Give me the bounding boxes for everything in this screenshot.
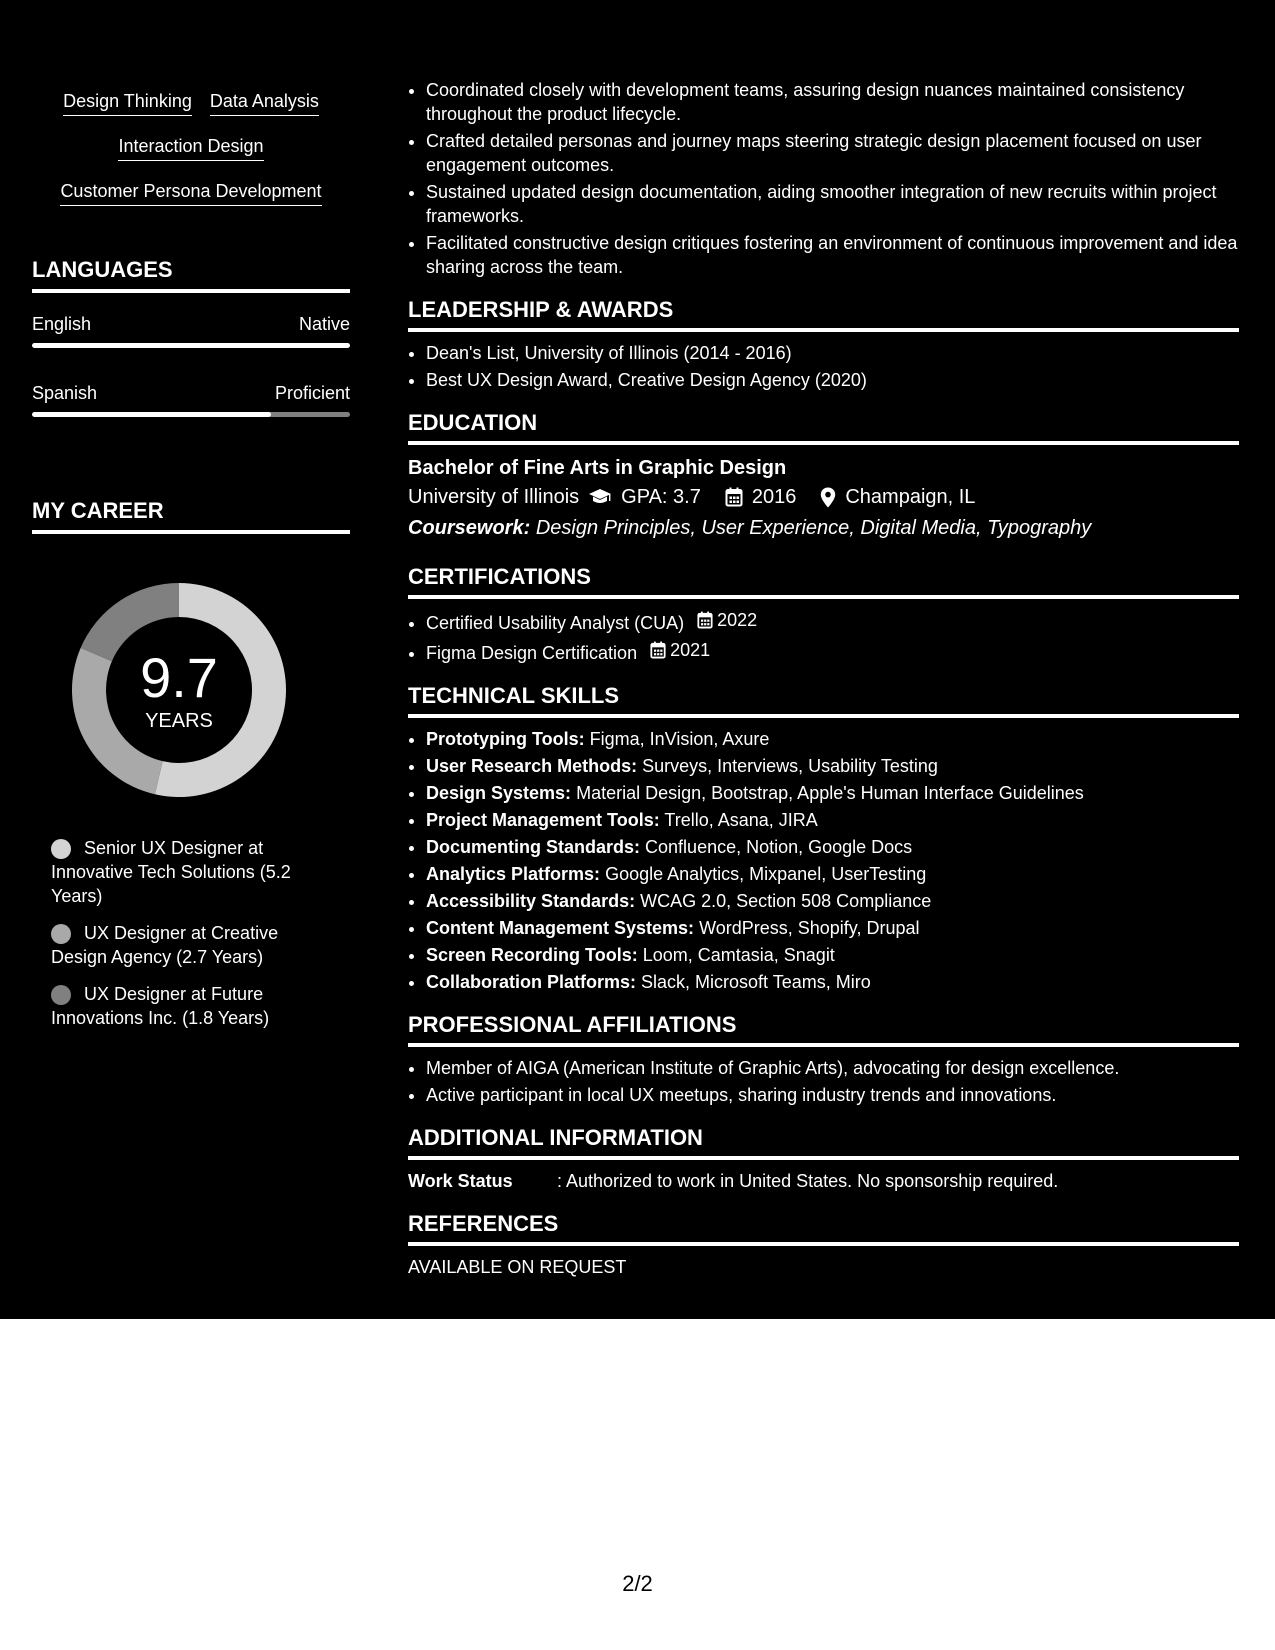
certification-date [650,638,710,662]
list-item: • Member of AIGA (American Institute of Graphic Arts), advocating for design excellence. [426,1056,1239,1080]
skill-label: Screen Recording Tools: [426,945,638,965]
coursework-value: Design Principles, User Experience, Digital Media, Typography [535,517,1092,539]
skill-value: Trello, Asana, JIRA [664,810,818,830]
skill-item [426,727,1239,751]
skill-label: Project Management Tools: [426,810,660,830]
section-title: ADDITIONAL INFORMATION [408,1124,1239,1160]
education-gpa: GPA: 3.7 [621,486,701,508]
experience-bullet: • Coordinated closely with development teams, assuring design nuances maintained consistency throughout the product lifecycle. [426,78,1239,126]
references-section [408,1210,1239,1279]
certification-item [426,638,1239,665]
education-degree: Bachelor of Fine Arts in Graphic Design [408,457,787,479]
additional-info-section [408,1124,1239,1193]
skill-item [426,862,1239,886]
coursework-label: Coursework: [408,517,531,539]
list-item: • Active participant in local UX meetups, sharing industry trends and innovations. [426,1083,1239,1107]
language-proficiency-bar [32,412,350,417]
legend-dot-icon [51,985,71,1005]
education-location: Champaign, IL [845,486,976,508]
skill-value: Surveys, Interviews, Usability Testing [642,756,938,776]
work-status-row [408,1169,1239,1193]
calendar-icon [650,641,666,659]
education-section [408,409,1239,544]
language-name: English [32,314,92,334]
section-title: EDUCATION [408,409,1239,445]
skill-item [426,889,1239,913]
skill-tags [32,80,350,215]
certifications-list [408,608,1239,665]
experience-bullet: • Crafted detailed personas and journey maps steering strategic design placement focused on user engagement outcomes. [426,129,1239,177]
language-row [32,381,350,405]
skill-value: Google Analytics, Mixpanel, UserTesting [605,864,927,884]
career-legend-item [51,921,321,969]
education-meta [408,482,1239,512]
affiliations-list [408,1056,1239,1107]
main-content [408,78,1239,1279]
affiliations-section [408,1011,1239,1107]
skill-value: Slack, Microsoft Teams, Miro [641,972,871,992]
skill-tag-row [32,170,350,215]
skill-label: User Research Methods: [426,756,638,776]
skill-label: Prototyping Tools: [426,729,585,749]
certification-year: 2022 [717,610,758,630]
technical-skills-list [408,727,1239,994]
career-legend-item [51,982,321,1030]
skill-label: Design Systems: [426,783,572,803]
leadership-list [408,341,1239,392]
skill-value: Confluence, Notion, Google Docs [645,837,913,857]
graduation-cap-icon [588,488,612,506]
education-coursework [408,512,1239,544]
career-heading: MY CAREER [32,497,350,534]
work-status-value: : Authorized to work in United States. No sponsorship required. [557,1171,1059,1191]
list-item: • Dean's List, University of Illinois (2014 - 2016) [426,341,1239,365]
skill-tag: Customer Persona Development [60,178,321,206]
list-item: • Best UX Design Award, Creative Design Agency (2020) [426,368,1239,392]
career-legend-label: UX Designer at Future Innovations Inc. (1.8 Years) [51,984,270,1028]
skill-tag: Data Analysis [210,88,319,116]
section-title: PROFESSIONAL AFFILIATIONS [408,1011,1239,1047]
skill-value: WCAG 2.0, Section 508 Compliance [640,891,932,911]
education-year: 2016 [751,486,797,508]
page-number: 2/2 [622,1571,653,1596]
section-title: TECHNICAL SKILLS [408,682,1239,718]
language-name: Spanish [32,383,98,403]
legend-dot-icon [51,924,71,944]
career-total-unit: YEARS [145,710,213,732]
leadership-section [408,296,1239,392]
experience-bullets [408,78,1239,279]
experience-bullet: • Sustained updated design documentation, aiding smoother integration of new recruits within project frameworks. [426,180,1239,228]
education-school: University of Illinois [408,486,580,508]
skill-item [426,916,1239,940]
calendar-icon [725,487,743,507]
language-proficiency-fill [32,412,271,417]
skill-tag-row [32,125,350,170]
certification-date [697,608,757,632]
skill-label: Analytics Platforms: [426,864,601,884]
skill-label: Accessibility Standards: [426,891,636,911]
skill-item [426,754,1239,778]
skill-tag: Interaction Design [118,133,263,161]
certification-name: Certified Usability Analyst (CUA) [426,613,685,633]
skill-item [426,781,1239,805]
main-column [380,0,1275,1319]
skill-value: Material Design, Bootstrap, Apple's Human Interface Guidelines [576,783,1084,803]
career-donut-chart [64,575,294,805]
language-proficiency-fill [32,343,350,348]
sidebar [0,0,380,1319]
career-legend-label: Senior UX Designer at Innovative Tech Solutions (5.2 Years) [51,838,291,906]
languages-heading: LANGUAGES [32,256,350,293]
technical-skills-section [408,682,1239,994]
career-legend-label: UX Designer at Creative Design Agency (2.7 Years) [51,923,279,967]
references-text: AVAILABLE ON REQUEST [408,1257,627,1277]
skill-item [426,943,1239,967]
career-total-value: 9.7 [140,646,218,709]
location-pin-icon [820,487,836,508]
language-level: Proficient [274,383,350,403]
skill-value: WordPress, Shopify, Drupal [699,918,920,938]
career-legend [51,836,321,1043]
skill-item [426,835,1239,859]
certification-year: 2021 [670,640,711,660]
language-row [32,312,350,336]
section-title: CERTIFICATIONS [408,563,1239,599]
experience-bullet: • Facilitated constructive design critiques fostering an environment of continuous improvement and idea sharing across the team. [426,231,1239,279]
legend-dot-icon [51,839,71,859]
skill-value: Figma, InVision, Axure [589,729,770,749]
skill-value: Loom, Camtasia, Snagit [642,945,835,965]
skill-item [426,970,1239,994]
calendar-icon [697,611,713,629]
skill-item [426,808,1239,832]
skill-label: Content Management Systems: [426,918,695,938]
language-proficiency-bar [32,343,350,348]
certifications-section [408,563,1239,665]
career-legend-item [51,836,321,908]
skill-tag: Design Thinking [63,88,192,116]
skill-label: Documenting Standards: [426,837,641,857]
certification-item [426,608,1239,635]
certification-name: Figma Design Certification [426,643,638,663]
section-title: REFERENCES [408,1210,1239,1246]
language-level: Native [298,314,350,334]
section-title: LEADERSHIP & AWARDS [408,296,1239,332]
work-status-label: Work Status [408,1171,513,1191]
skill-label: Collaboration Platforms: [426,972,637,992]
skill-tag-row [32,80,350,125]
